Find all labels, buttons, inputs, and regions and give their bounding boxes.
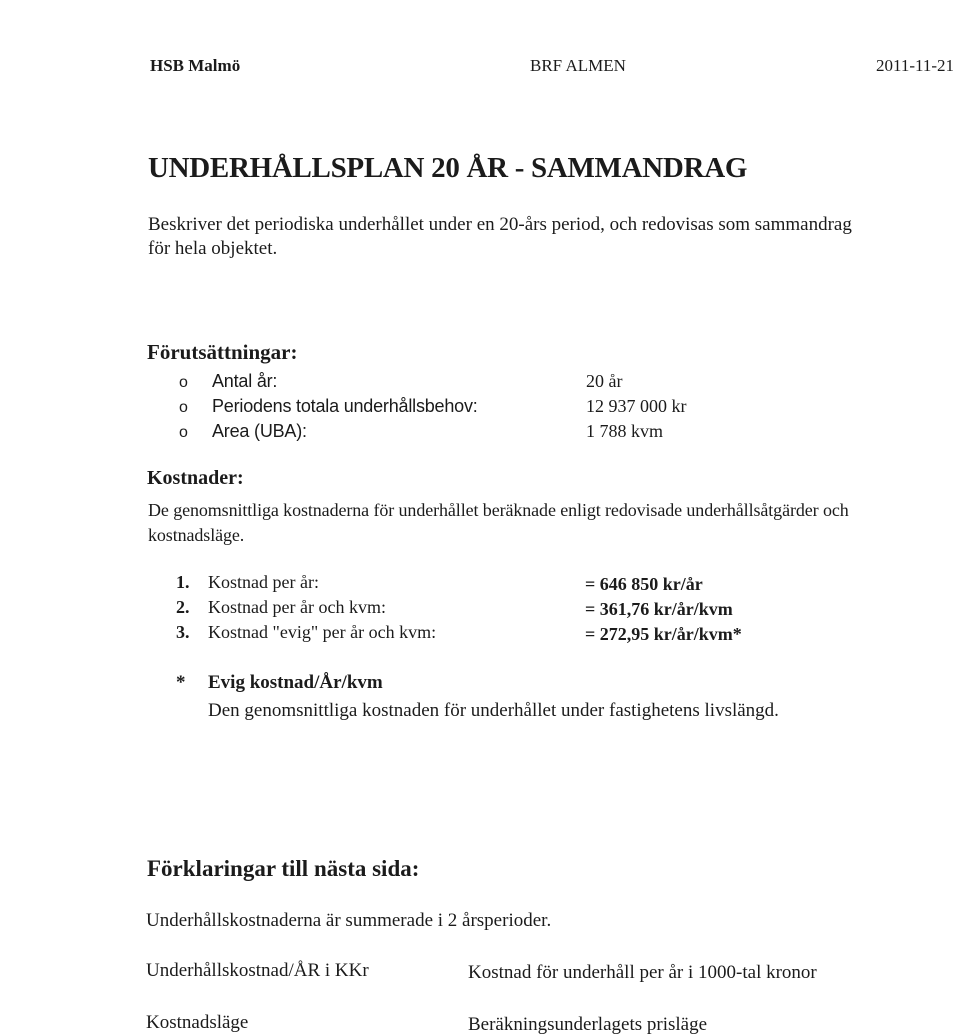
condition-value: 12 937 000 kr [586, 396, 687, 416]
footnote-marker: * [176, 672, 186, 693]
bullet-icon: o [179, 374, 188, 391]
bullet-icon: o [179, 399, 188, 416]
header-organization: HSB Malmö [150, 56, 241, 75]
intro-text: Beskriver det periodiska underhållet under en 20-års period, och redovisas som sammandrag för hela objektet. [148, 214, 852, 259]
costs-description: De genomsnittliga kostnaderna för underhållet beräknade enligt redovisade underhållsåtgärder och kostnadsläge. [148, 500, 849, 545]
cost-number: 2. [176, 597, 190, 617]
header-date: 2011-11-21 [876, 56, 955, 75]
cost-label: Kostnad per år: [208, 572, 319, 592]
legend-term: Underhållskostnad/ÅR i KKr [146, 960, 369, 981]
condition-value: 1 788 kvm [586, 421, 664, 441]
cost-value: = 272,95 kr/år/kvm* [585, 624, 742, 644]
legend-definition: Kostnad för underhåll per år i 1000-tal kronor [468, 962, 817, 983]
footnote-title: Evig kostnad/År/kvm [208, 672, 383, 693]
cost-value: = 361,76 kr/år/kvm [585, 599, 733, 619]
cost-value: = 646 850 kr/år [585, 574, 703, 594]
page-title: UNDERHÅLLSPLAN 20 ÅR - SAMMANDRAG [148, 152, 748, 184]
header-association: BRF ALMEN [530, 56, 626, 75]
explanations-line: Underhållskostnaderna är summerade i 2 årsperioder. [146, 910, 552, 931]
explanations-heading: Förklaringar till nästa sida: [147, 856, 420, 881]
condition-label: Periodens totala underhållsbehov: [212, 396, 478, 416]
condition-value: 20 år [586, 371, 623, 391]
legend-definition: Beräkningsunderlagets prisläge [468, 1014, 708, 1035]
bullet-icon: o [179, 424, 188, 441]
cost-number: 1. [176, 572, 190, 592]
costs-heading: Kostnader: [147, 467, 244, 489]
footnote-text: Den genomsnittliga kostnaden för underhållet under fastighetens livslängd. [208, 700, 779, 721]
conditions-heading: Förutsättningar: [147, 340, 298, 364]
cost-label: Kostnad per år och kvm: [208, 597, 386, 617]
legend-term: Kostnadsläge [146, 1012, 249, 1033]
cost-number: 3. [176, 622, 190, 642]
condition-label: Antal år: [212, 371, 278, 391]
cost-label: Kostnad "evig" per år och kvm: [208, 622, 437, 642]
condition-label: Area (UBA): [212, 421, 307, 441]
